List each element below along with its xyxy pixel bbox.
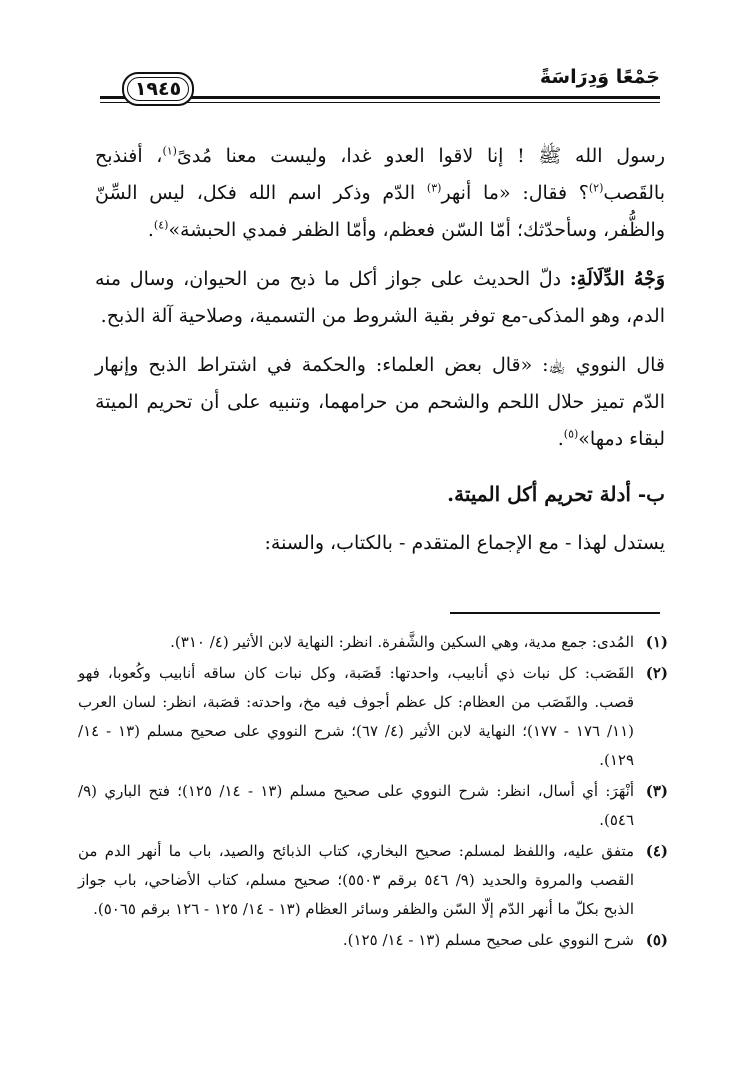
footnote-text: أنْهَرَ: أي أسال، انظر: شرح النووي على صحيح مسلم (١٣ - ١٤/ ١٢٥)؛ فتح الباري (٩/ ٥٤٦). — [78, 782, 635, 829]
footnote-item — [78, 777, 668, 835]
page-number: ١٩٤٥ — [122, 72, 194, 106]
footnote-ref-4: (٤) — [153, 218, 169, 232]
paragraph-hadith — [95, 138, 665, 249]
evidence-lead: وَجْهُ الدِّلَالَةِ: — [569, 268, 666, 290]
footnote-text: شرح النووي على صحيح مسلم (١٣ - ١٤/ ١٢٥). — [342, 931, 634, 949]
footnote-text: متفق عليه، واللفظ لمسلم: صحيح البخاري، كتاب الذبائح والصيد، باب ما أنهر الدم من القصب والمروة والحديد (٩/ ٥٤٦ برقم ٥٥٠٣)؛ صحيح مسلم، كتاب الأضاحي، باب جواز الذبح بكلّ ما أنهر الدّم إلّا السّن والظفر وسائر العظام (١٣ - ١٤/ ١٢٥ - ١٢٦ برقم ٥٠٦٥). — [78, 842, 635, 918]
footnote-text: القَصَب: كل نبات ذي أنابيب، واحدتها: قَصَبة، وكل نبات كان ساقه أنابيب وكُعوبا، فهو قصب. والقَصَب من العظام: كل عظم أجوف فيه مخ، واحدته: قصَبة، انظر: لسان العرب (١١/ ١٧٦ - ١٧٧)؛ النهاية لابن الأثير (٤/ ٦٧)؛ شرح النووي على صحيح مسلم (١٣ - ١٤/ ١٢٩). — [78, 664, 634, 769]
footnote-number: (٥) — [645, 931, 668, 949]
footnote-ref-1: (١) — [162, 144, 177, 158]
section-heading: ب- أدلة تحريم أكل الميتة. — [447, 482, 665, 506]
hadith-part-c: ؟ فقال: «ما أنهر — [441, 182, 589, 204]
footnote-item — [78, 628, 668, 657]
nawawi-quote: قال النووي ﵀: «قال بعض العلماء: والحكمة في اشتراط الذبح وإنهار الدّم تميز حلال اللحم والشحم من حرامهما، وتنبيه على أن تحريم الميتة لبقاء دمها» — [95, 354, 665, 450]
footnote-separator — [450, 612, 660, 614]
hadith-part-a: رسول الله ﷺ ! إنا لاقوا العدو غدا، وليست معنا مُدىً — [176, 145, 665, 167]
footnote-number: (٢) — [645, 664, 668, 682]
nawawi-end: . — [557, 428, 564, 450]
footnotes — [78, 628, 668, 957]
main-text — [95, 138, 665, 574]
paragraph-intro: يستدل لهذا - مع الإجماع المتقدم - بالكتاب، والسنة: — [264, 532, 665, 554]
footnote-ref-2: (٢) — [588, 181, 604, 195]
paragraph-evidence — [95, 261, 665, 335]
footnote-text: المُدى: جمع مدية، وهي السكين والشَّفرة. انظر: النهاية لابن الأثير (٤/ ٣١٠). — [170, 633, 634, 651]
evidence-text: دلّ الحديث على جواز أكل ما ذبح من الحيوان، وسال منه الدم، وهو المذكى-مع توفر بقية الشروط من التسمية، وصلاحية آلة الذبح. — [95, 268, 665, 327]
hadith-part-d: الدّم وذكر اسم الله فكل، ليس السِّنّ والظُّفر، وسأحدّثك؛ أمّا السّن فعظم، وأمّا الظفر فمدي الحبشة» — [95, 182, 665, 241]
hadith-part-b: ، أفنذبح بالقَصب — [95, 145, 665, 204]
page-header — [100, 62, 660, 110]
footnote-ref-3: (٣) — [426, 181, 442, 195]
footnote-number: (١) — [645, 633, 668, 651]
paragraph-nawawi — [95, 347, 665, 458]
footnote-item — [78, 837, 668, 924]
footnote-item — [78, 659, 668, 775]
footnote-ref-5: (٥) — [563, 427, 579, 441]
hadith-end: . — [147, 219, 154, 241]
running-title: جَمْعًا وَدِرَاسَةً — [539, 66, 660, 88]
footnote-number: (٣) — [645, 782, 668, 800]
footnote-item — [78, 926, 668, 955]
footnote-number: (٤) — [645, 842, 668, 860]
